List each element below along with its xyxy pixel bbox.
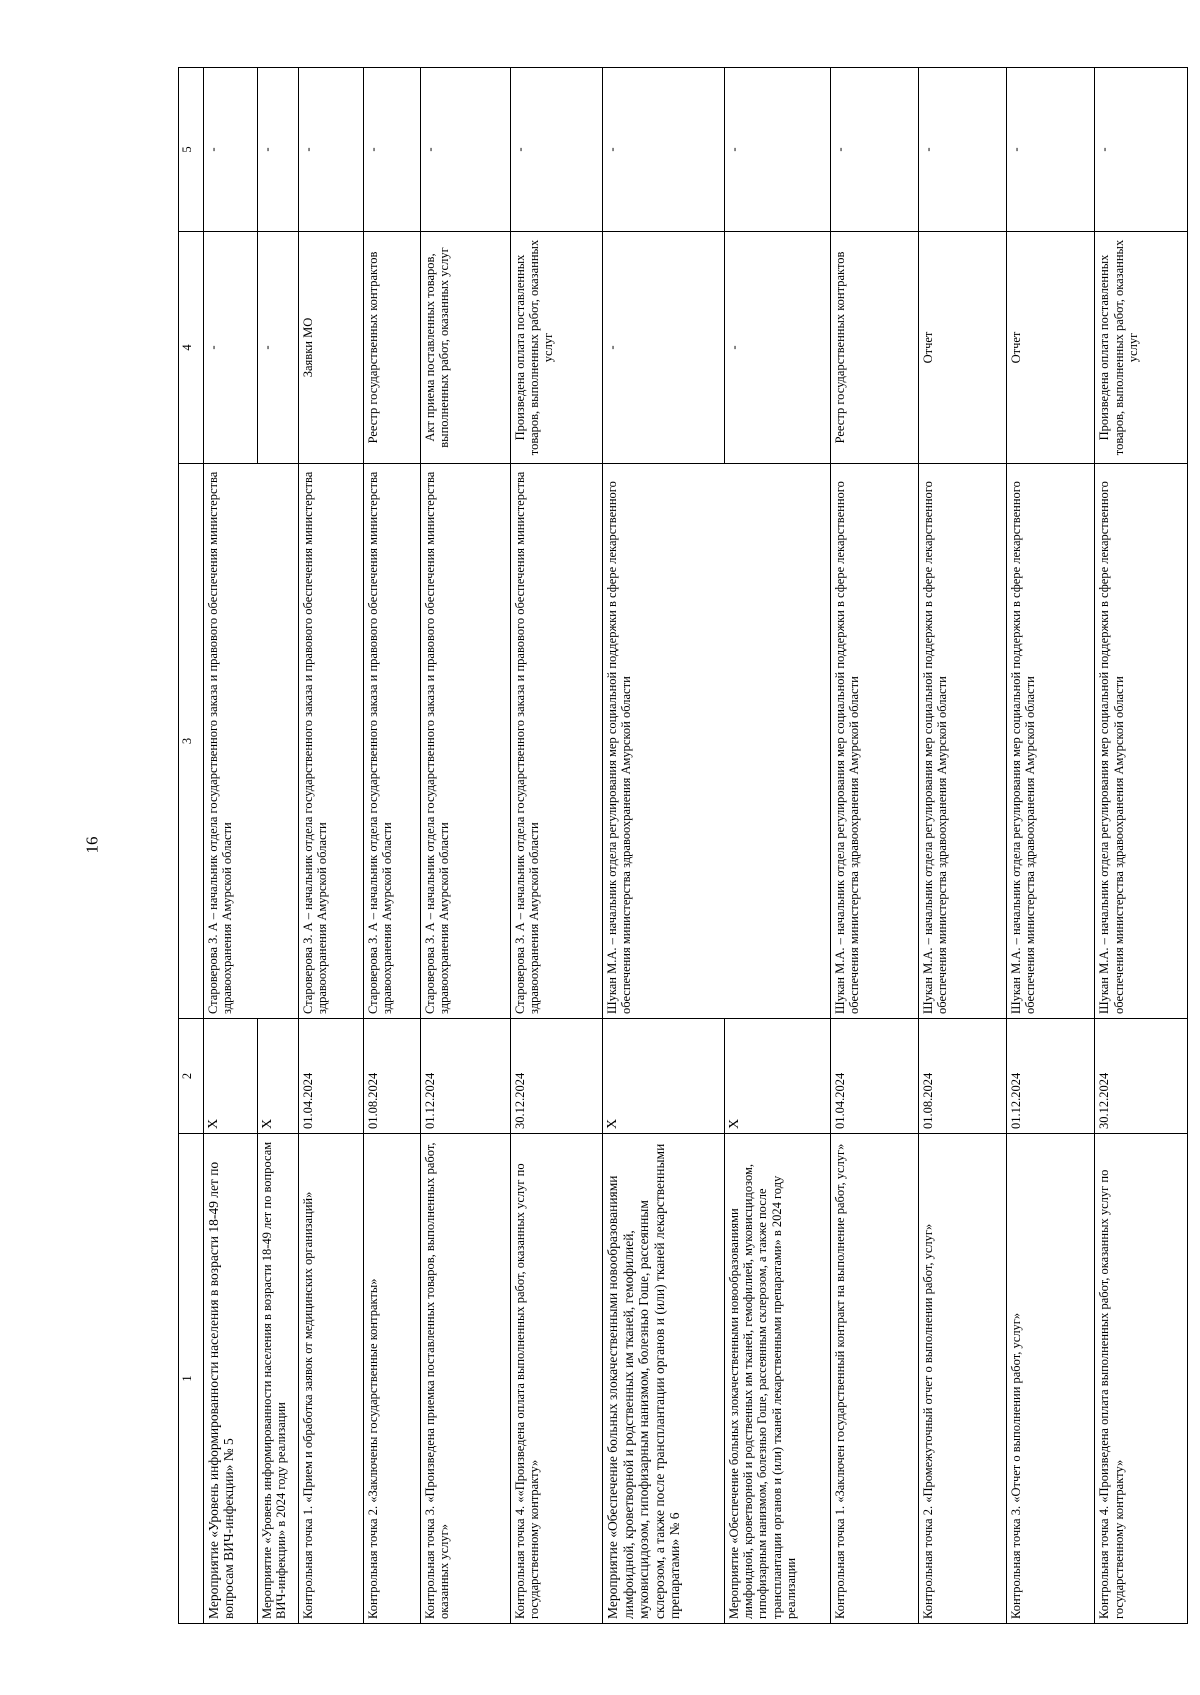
table-row	[364, 68, 420, 1624]
row-name: Мероприятие «Обеспечение больных злокачественными новообразованиями лимфоидной, кроветворной и родственных им тканей, гемофилией, муковисцидозом, гипофизарным нанизмом, болезнью Гоше, рассеянным склерозом, а также после трансплантации органов и (или) тканей лекарственными препаратами» в 2024 году реализации	[725, 1134, 831, 1624]
row-document: Реестр государственных контрактов	[831, 232, 919, 464]
row-document: -	[603, 232, 725, 464]
table-row	[831, 68, 919, 1624]
row-name: Мероприятие «Уровень информированности населения в возрасти 18-49 лет по вопросам ВИЧ-инфекции» № 5	[203, 1134, 257, 1624]
table-row	[1095, 68, 1188, 1624]
row-date: 01.04.2024	[298, 1019, 363, 1134]
row-col5: -	[203, 68, 257, 232]
row-col5: -	[725, 68, 831, 232]
row-date: 01.04.2024	[831, 1019, 919, 1134]
row-date: 30.12.2024	[1095, 1019, 1188, 1134]
row-date: 01.12.2024	[1007, 1019, 1095, 1134]
row-col5: -	[603, 68, 725, 232]
plan-table	[178, 67, 1188, 1624]
row-name: Контрольная точка 2. «Заключены государственные контракты»	[364, 1134, 420, 1624]
row-col5: -	[364, 68, 420, 232]
row-name: Контрольная точка 1. «Прием и обработка заявок от медицинских организаций»	[298, 1134, 363, 1624]
row-name: Контрольная точка 3. «Произведена приемка поставленных товаров, выполненных работ, оказанных услуг»	[420, 1134, 510, 1624]
header-col-5: 5	[179, 68, 204, 232]
row-name: Контрольная точка 4. «Произведена оплата выполненных работ, оказанных услуг по государственному контракту»	[1095, 1134, 1188, 1624]
row-document: Произведена оплата поставленных товаров, выполненных работ, оказанных услуг	[1095, 232, 1188, 464]
page-number: 16	[82, 836, 102, 854]
row-document: -	[258, 232, 299, 464]
row-col5: -	[420, 68, 510, 232]
row-responsible: Староверова З. А – начальник отдела государственного заказа и правового обеспечения министерства здравоохранения Амурской области	[510, 464, 603, 1019]
row-date: X	[258, 1019, 299, 1134]
row-document: Акт приема поставленных товаров, выполненных работ, оказанных услуг	[420, 232, 510, 464]
row-document: Произведена оплата поставленных товаров, выполненных работ, оказанных услуг	[510, 232, 603, 464]
row-date: 01.08.2024	[364, 1019, 420, 1134]
row-name: Контрольная точка 4. ««Произведена оплата выполненных работ, оказанных услуг по государственному контракту»	[510, 1134, 603, 1624]
row-document: -	[203, 232, 257, 464]
row-responsible: Шукан М.А. – начальник отдела регулирования мер социальной поддержки в сфере лекарственного обеспечения министерства здравоохранения Амурской области	[831, 464, 919, 1019]
row-name: Контрольная точка 1. «Заключен государственный контракт на выполнение работ, услуг»	[831, 1134, 919, 1624]
header-row	[179, 68, 204, 1624]
row-date: 30.12.2024	[510, 1019, 603, 1134]
row-responsible: Шукан М.А. – начальник отдела регулирования мер социальной поддержки в сфере лекарственного обеспечения министерства здравоохранения Амурской области	[603, 464, 831, 1019]
row-name: Контрольная точка 2. «Промежуточный отчет о выполнении работ, услуг»	[919, 1134, 1007, 1624]
table-row	[510, 68, 603, 1624]
row-date: X	[203, 1019, 257, 1134]
table-row	[298, 68, 363, 1624]
row-document: -	[725, 232, 831, 464]
row-responsible: Староверова З. А – начальник отдела государственного заказа и правового обеспечения министерства здравоохранения Амурской области	[420, 464, 510, 1019]
row-col5: -	[258, 68, 299, 232]
row-responsible: Староверова З. А – начальник отдела государственного заказа и правового обеспечения министерства здравоохранения Амурской области	[298, 464, 363, 1019]
row-responsible: Шукан М.А. – начальник отдела регулирования мер социальной поддержки в сфере лекарственного обеспечения министерства здравоохранения Амурской области	[1007, 464, 1095, 1019]
row-document: Отчет	[1007, 232, 1095, 464]
row-document: Заявки МО	[298, 232, 363, 464]
row-document: Реестр государственных контрактов	[364, 232, 420, 464]
row-date: X	[725, 1019, 831, 1134]
row-col5: -	[510, 68, 603, 232]
header-col-4: 4	[179, 232, 204, 464]
rotated-table-container	[178, 68, 1188, 1624]
row-col5: -	[831, 68, 919, 232]
row-col5: -	[1095, 68, 1188, 232]
row-col5: -	[919, 68, 1007, 232]
header-col-2: 2	[179, 1019, 204, 1134]
row-document: Отчет	[919, 232, 1007, 464]
row-name: Контрольная точка 3. «Отчет о выполнении работ, услуг»	[1007, 1134, 1095, 1624]
row-responsible: Шукан М.А. – начальник отдела регулирования мер социальной поддержки в сфере лекарственного обеспечения министерства здравоохранения Амурской области	[919, 464, 1007, 1019]
row-responsible: Староверова З. А – начальник отдела государственного заказа и правового обеспечения министерства здравоохранения Амурской области	[364, 464, 420, 1019]
header-col-3: 3	[179, 464, 204, 1019]
table-row	[603, 68, 725, 1624]
header-col-1: 1	[179, 1134, 204, 1624]
table-row	[420, 68, 510, 1624]
row-responsible: Шукан М.А. – начальник отдела регулирования мер социальной поддержки в сфере лекарственного обеспечения министерства здравоохранения Амурской области	[1095, 464, 1188, 1019]
row-col5: -	[1007, 68, 1095, 232]
row-date: 01.08.2024	[919, 1019, 1007, 1134]
row-date: X	[603, 1019, 725, 1134]
row-name: Мероприятие «Уровень информированности населения в возрасти 18-49 лет по вопросам ВИЧ-инфекции» в 2024 году реализации	[258, 1134, 299, 1624]
row-date: 01.12.2024	[420, 1019, 510, 1134]
row-responsible: Староверова З. А – начальник отдела государственного заказа и правового обеспечения министерства здравоохранения Амурской области	[203, 464, 298, 1019]
table-row	[1007, 68, 1095, 1624]
row-name: Мероприятие «Обеспечение больных злокачественными новообразованиями лимфоидной, кроветворной и родственных им тканей, гемофилией, муковисцидозом, гипофизарным нанизмом, болезнью Гоше, рассеянным склерозом, а также после трансплантации органов и (или) тканей лекарственными препаратами» № 6	[603, 1134, 725, 1624]
table-row	[919, 68, 1007, 1624]
row-col5: -	[298, 68, 363, 232]
table-row	[203, 68, 257, 1624]
